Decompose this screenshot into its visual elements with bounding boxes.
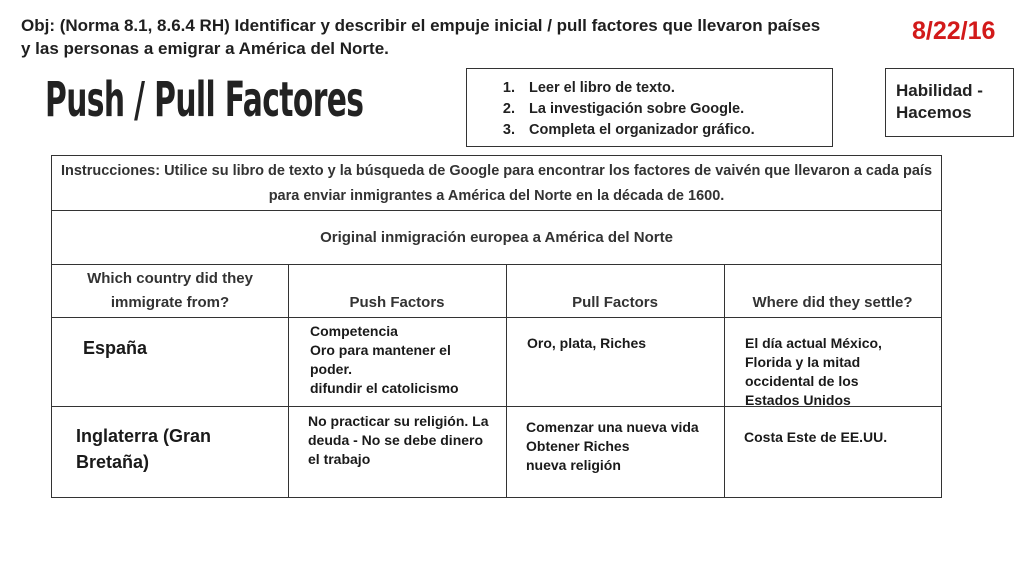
column-header-push: Push Factors bbox=[349, 294, 445, 311]
step-number: 3. bbox=[502, 122, 515, 138]
page-title: Push / Pull Factores bbox=[45, 72, 364, 128]
column-header-settle: Where did they settle? bbox=[752, 294, 913, 311]
table-section-title: Original inmigración europea a América del Norte bbox=[320, 229, 673, 246]
steps-box bbox=[466, 68, 833, 147]
table-cell-push: Competencia Oro para mantener el poder. difundir el catolicismo bbox=[310, 323, 459, 396]
table-cell-pull: Comenzar una nueva vida Obtener Riches nueva religión bbox=[526, 419, 699, 473]
step-item bbox=[467, 99, 824, 120]
step-item bbox=[467, 120, 824, 141]
table-cell-country: Inglaterra (Gran Bretaña) bbox=[76, 426, 212, 472]
table-cell-pull: Oro, plata, Riches bbox=[527, 335, 647, 351]
step-text: La investigación sobre Google. bbox=[529, 101, 745, 117]
column-header-country: Which country did they immigrate from? bbox=[87, 270, 253, 311]
table-cell-country: España bbox=[83, 338, 148, 358]
step-number: 1. bbox=[502, 80, 515, 96]
date-label: 8/22/16 bbox=[912, 17, 996, 45]
step-text: Completa el organizador gráfico. bbox=[529, 122, 755, 138]
table-cell-push: No practicar su religión. La deuda - No se debe dinero el trabajo bbox=[308, 413, 489, 467]
instructions-text: Instrucciones: Utilice su libro de texto y la búsqueda de Google para encontrar los factores de vaivén que llevaron a cada país para enviar inmigrantes a América del Norte en la década de 1600. bbox=[60, 163, 933, 204]
column-header-pull: Pull Factors bbox=[572, 294, 658, 311]
table-divider bbox=[52, 317, 941, 318]
steps-list bbox=[467, 78, 824, 141]
objective-text: Obj: (Norma 8.1, 8.6.4 RH) Identificar y describir el empuje inicial / pull factores que llevaron países y las personas a emigrar a América del Norte. bbox=[21, 16, 821, 58]
step-text: Leer el libro de texto. bbox=[529, 80, 675, 96]
step-number: 2. bbox=[502, 101, 515, 117]
graphic-organizer-table bbox=[51, 155, 942, 498]
table-cell-settle: Costa Este de EE.UU. bbox=[744, 429, 888, 445]
step-item bbox=[467, 78, 824, 99]
skill-box: Habilidad - Hacemos bbox=[885, 68, 1014, 137]
table-cell-settle: El día actual México, Florida y la mitad occidental de los Estados Unidos bbox=[745, 335, 882, 408]
